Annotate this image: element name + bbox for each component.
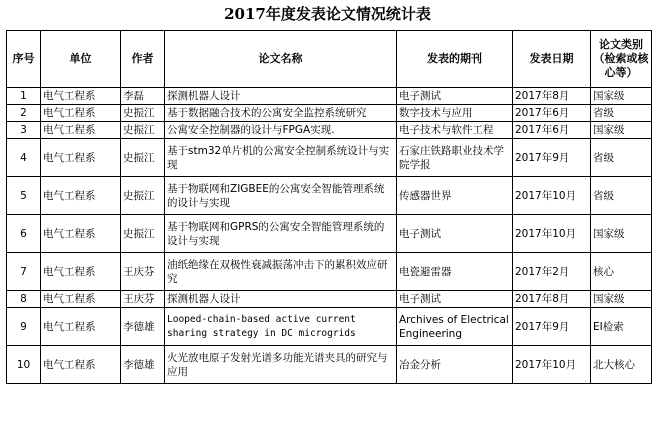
table-row	[7, 291, 652, 308]
cell-no: 5	[7, 177, 41, 215]
cell-category: 国家级	[591, 122, 652, 139]
cell-category: 核心	[591, 253, 652, 291]
cell-no: 3	[7, 122, 41, 139]
cell-paper: 基于stm32单片机的公寓安全控制系统设计与实现	[165, 139, 397, 177]
cell-category: 省级	[591, 139, 652, 177]
table-row	[7, 122, 652, 139]
header-paper: 论文名称	[165, 31, 397, 88]
cell-author: 史振江	[121, 122, 165, 139]
cell-unit: 电气工程系	[41, 215, 121, 253]
cell-journal: 传感器世界	[397, 177, 513, 215]
cell-author: 史振江	[121, 105, 165, 122]
table-row	[7, 105, 652, 122]
cell-unit: 电气工程系	[41, 88, 121, 105]
cell-journal: 电子测试	[397, 215, 513, 253]
cell-date: 2017年9月	[513, 308, 591, 346]
cell-paper: 探测机器人设计	[165, 88, 397, 105]
papers-table	[6, 30, 652, 384]
cell-date: 2017年9月	[513, 139, 591, 177]
cell-no: 10	[7, 346, 41, 384]
cell-author: 李德雄	[121, 346, 165, 384]
cell-paper: 火光放电原子发射光谱多功能光谱夹具的研究与应用	[165, 346, 397, 384]
cell-category: 国家级	[591, 88, 652, 105]
cell-no: 6	[7, 215, 41, 253]
cell-unit: 电气工程系	[41, 122, 121, 139]
cell-date: 2017年8月	[513, 88, 591, 105]
cell-journal: 电子测试	[397, 88, 513, 105]
cell-journal: 石家庄铁路职业技术学院学报	[397, 139, 513, 177]
header-author: 作者	[121, 31, 165, 88]
table-row	[7, 139, 652, 177]
cell-unit: 电气工程系	[41, 253, 121, 291]
table-row	[7, 253, 652, 291]
cell-category: 省级	[591, 177, 652, 215]
cell-journal: 数字技术与应用	[397, 105, 513, 122]
cell-unit: 电气工程系	[41, 177, 121, 215]
cell-no: 9	[7, 308, 41, 346]
header-category: 论文类别（检索或核心等）	[591, 31, 652, 88]
cell-journal: 电子技术与软件工程	[397, 122, 513, 139]
cell-unit: 电气工程系	[41, 346, 121, 384]
cell-category: 国家级	[591, 215, 652, 253]
cell-journal: 电瓷避雷器	[397, 253, 513, 291]
table-row	[7, 346, 652, 384]
cell-no: 7	[7, 253, 41, 291]
cell-date: 2017年10月	[513, 177, 591, 215]
header-date: 发表日期	[513, 31, 591, 88]
cell-date: 2017年10月	[513, 215, 591, 253]
cell-journal: 电子测试	[397, 291, 513, 308]
cell-paper: 基于物联网和ZIGBEE的公寓安全智能管理系统的设计与实现	[165, 177, 397, 215]
cell-paper: 公寓安全控制器的设计与FPGA实现.	[165, 122, 397, 139]
cell-date: 2017年10月	[513, 346, 591, 384]
cell-author: 王庆芬	[121, 253, 165, 291]
page-title: 2017年度发表论文情况统计表	[224, 5, 431, 23]
header-unit: 单位	[41, 31, 121, 88]
header-no: 序号	[7, 31, 41, 88]
cell-journal: Archives of Electrical Engineering	[397, 308, 513, 346]
cell-unit: 电气工程系	[41, 105, 121, 122]
table-row	[7, 308, 652, 346]
cell-category: 国家级	[591, 291, 652, 308]
table-row	[7, 88, 652, 105]
cell-no: 4	[7, 139, 41, 177]
cell-date: 2017年2月	[513, 253, 591, 291]
cell-unit: 电气工程系	[41, 308, 121, 346]
cell-author: 史振江	[121, 139, 165, 177]
cell-date: 2017年6月	[513, 122, 591, 139]
header-row	[7, 31, 652, 88]
cell-unit: 电气工程系	[41, 139, 121, 177]
table-row	[7, 215, 652, 253]
cell-paper: Looped-chain-based active current sharing strategy in DC microgrids	[165, 308, 397, 346]
cell-no: 8	[7, 291, 41, 308]
cell-date: 2017年8月	[513, 291, 591, 308]
cell-category: EI检索	[591, 308, 652, 346]
cell-category: 省级	[591, 105, 652, 122]
cell-unit: 电气工程系	[41, 291, 121, 308]
cell-no: 1	[7, 88, 41, 105]
cell-date: 2017年6月	[513, 105, 591, 122]
cell-author: 李磊	[121, 88, 165, 105]
cell-author: 史振江	[121, 215, 165, 253]
table-row	[7, 177, 652, 215]
cell-paper: 探测机器人设计	[165, 291, 397, 308]
cell-category: 北大核心	[591, 346, 652, 384]
cell-paper: 基于物联网和GPRS的公寓安全智能管理系统的设计与实现	[165, 215, 397, 253]
cell-journal: 冶金分析	[397, 346, 513, 384]
cell-paper: 基于数据融合技术的公寓安全监控系统研究	[165, 105, 397, 122]
cell-paper: 油纸绝缘在双极性衰减振荡冲击下的累积效应研究	[165, 253, 397, 291]
cell-no: 2	[7, 105, 41, 122]
header-journal: 发表的期刊	[397, 31, 513, 88]
cell-author: 王庆芬	[121, 291, 165, 308]
cell-author: 李德雄	[121, 308, 165, 346]
cell-author: 史振江	[121, 177, 165, 215]
